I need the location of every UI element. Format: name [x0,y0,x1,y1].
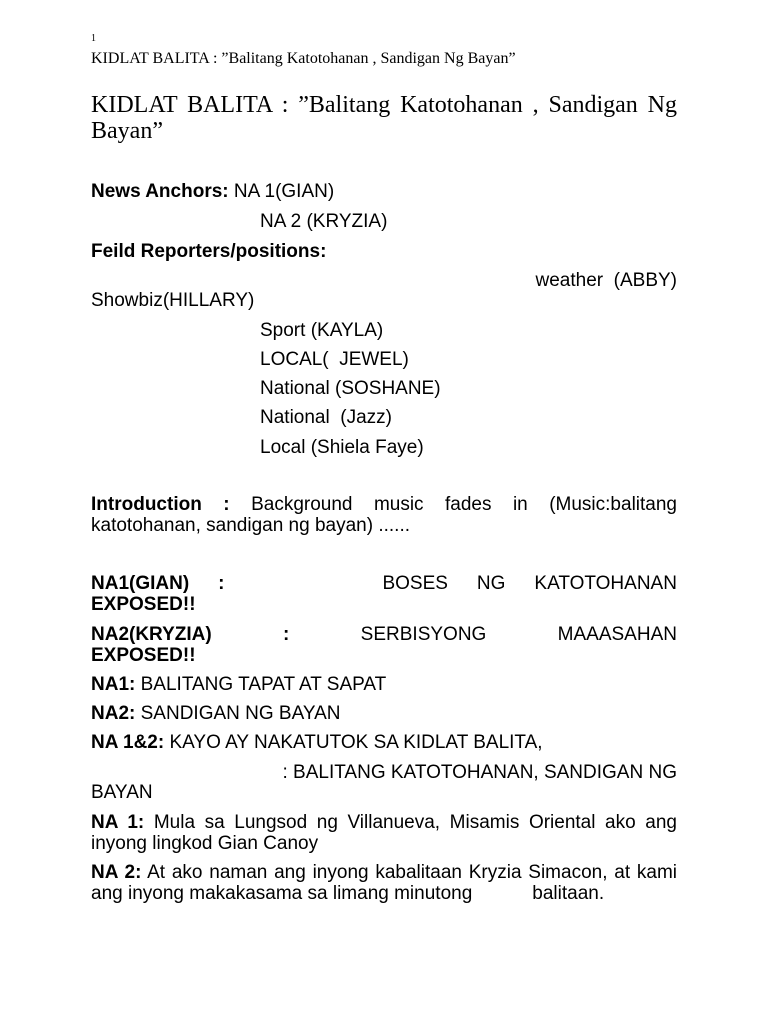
reporter-national-1: National (SOSHANE) [260,378,441,399]
anchor-2: NA 2 (KRYZIA) [260,211,388,232]
line-text: Mula sa Lungsod ng Villanueva, Misamis Oriental ako ang inyong lingkod Gian Canoy [91,812,677,854]
script-line-na2-intro [91,862,677,904]
script-line-na1 [91,674,386,695]
running-header: KIDLAT BALITA : ”Balitang Katotohanan , Sandigan Ng Bayan” [91,50,516,67]
reporter-sport: Sport (KAYLA) [260,320,384,341]
speaker-na1: NA 1: [91,812,145,833]
script-line-na12-cont: : BALITANG KATOTOHANAN, SANDIGAN NG [282,762,677,783]
script-line-na2-kryzia [91,624,677,645]
speaker-na12: NA 1&2: [91,732,165,753]
introduction-label: Introduction : [91,494,230,515]
introduction-text: Background music fades in (Music:balitang katotohanan, sandigan ng bayan) ...... [91,494,677,536]
anchors-label: News Anchors: [91,181,229,202]
speaker-na2: NA 2: [91,862,142,883]
colon: : [283,624,290,645]
script-line-na12-cont2: BAYAN [91,782,153,803]
reporter-local-1: LOCAL( JEWEL) [260,349,409,370]
script-line-cont [91,594,196,615]
anchors-line [91,181,334,202]
script-line-na12 [91,732,543,753]
script-line-na1-intro [91,812,677,854]
word: MAAASAHAN [557,624,677,645]
reporter-national-2: National (Jazz) [260,407,392,428]
exposed-text: EXPOSED!! [91,645,196,666]
reporter-local-2: Local (Shiela Faye) [260,437,424,458]
word: NG [476,573,506,594]
line-tail: balitaan. [532,883,605,904]
speaker-na1-gian: NA1(GIAN) [91,573,190,594]
speaker-na2: NA2: [91,703,136,724]
script-line-na1-gian [91,573,677,594]
line-text: At ako naman ang inyong kabalitaan Kryzia Simacon, at kami ang inyong makakasama sa limang minutong [91,862,677,904]
anchor-1: NA 1(GIAN) [228,181,335,202]
reporters-label-text: Feild Reporters/positions: [91,241,327,262]
script-line-cont [91,645,196,666]
introduction [91,494,677,536]
reporter-showbiz: Showbiz(HILLARY) [91,290,255,311]
script-line-na2 [91,703,341,724]
line-text: KAYO AY NAKATUTOK SA KIDLAT BALITA, [164,732,543,753]
gap [253,573,353,594]
reporters-label [91,241,326,262]
document-title: KIDLAT BALITA : ”Balitang Katotohanan , Sandigan Ng Bayan” [91,92,677,144]
exposed-text: EXPOSED!! [91,594,196,615]
word: SERBISYONG [360,624,487,645]
word: KATOTOHANAN [534,573,677,594]
line-text: SANDIGAN NG BAYAN [135,703,341,724]
line-text: BALITANG TAPAT AT SAPAT [135,674,387,695]
reporter-weather: weather (ABBY) [535,270,677,291]
colon: : [218,573,225,594]
speaker-na2-kryzia: NA2(KRYZIA) [91,624,212,645]
page-number: 1 [91,33,96,44]
speaker-na1: NA1: [91,674,136,695]
word: BOSES [382,573,448,594]
